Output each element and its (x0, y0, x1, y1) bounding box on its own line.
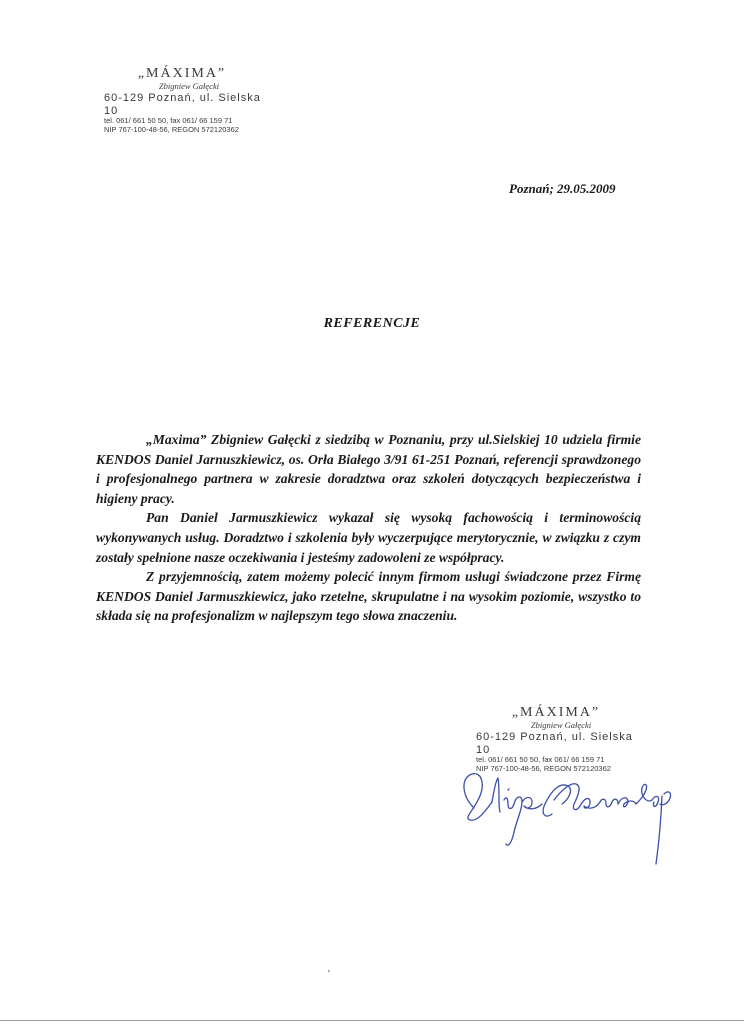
handwritten-signature (456, 760, 696, 870)
stamp-phone: tel. 061/ 661 50 50, fax 061/ 66 159 71 (476, 755, 605, 765)
letterhead-tax-ids: NIP 767-100-48-56, REGON 572120362 (104, 124, 239, 134)
body-paragraph: Pan Daniel Jarmuszkiewicz wykazał się wysoką fachowością i terminowością wykonywanych usług. Doradztwo i szkolenia były wyczerpujące merytorycznie, w związku z czym zostały spełnione nasze oczekiwania i jesteśmy zadowoleni ze współpracy. (96, 510, 641, 565)
letter-body (96, 430, 641, 626)
body-paragraph: „Maxima” Zbigniew Gałęcki z siedzibą w Poznaniu, przy ul.Sielskiej 10 udziela firmie KENDOS Daniel Jarnuszkiewicz, os. Orła Białego 3/91 61-251 Poznań, referencji sprawdzonego i profesjonalnego partnera w zakresie doradztwa oraz szkoleń dotyczących bezpieczeństwa i higieny pracy. (96, 432, 641, 506)
letter-date: Poznań; 29.05.2009 (509, 181, 616, 196)
letterhead-address: 60-129 Poznań, ul. Sielska 10 (104, 91, 261, 117)
scan-mark: ' (328, 969, 330, 980)
document-title: REFERENCJE (323, 316, 421, 331)
stamp-company: „MÁXIMA” (511, 705, 601, 720)
stamp-tax-ids: NIP 767-100-48-56, REGON 572120362 (476, 763, 611, 773)
letterhead-stamp (104, 66, 274, 134)
scan-edge-line (0, 1020, 744, 1021)
stamp-owner: Zbigniew Gałęcki (530, 720, 592, 731)
letterhead-company: „MÁXIMA” (137, 66, 227, 81)
letterhead-phone: tel. 061/ 661 50 50, fax 061/ 66 159 71 (104, 116, 233, 126)
letterhead-owner: Zbigniew Gałęcki (158, 81, 220, 92)
stamp-address: 60-129 Poznań, ul. Sielska 10 (476, 730, 633, 756)
body-paragraph: Z przyjemnością, zatem możemy polecić innym firmom usługi świadczone przez Firmę KENDOS Daniel Jarmuszkiewicz, jako rzetelne, skrupulatne i na wysokim poziomie, wszystko to składa się na profesjonalizm w najlepszym tego słowa znaczeniu. (96, 569, 641, 624)
